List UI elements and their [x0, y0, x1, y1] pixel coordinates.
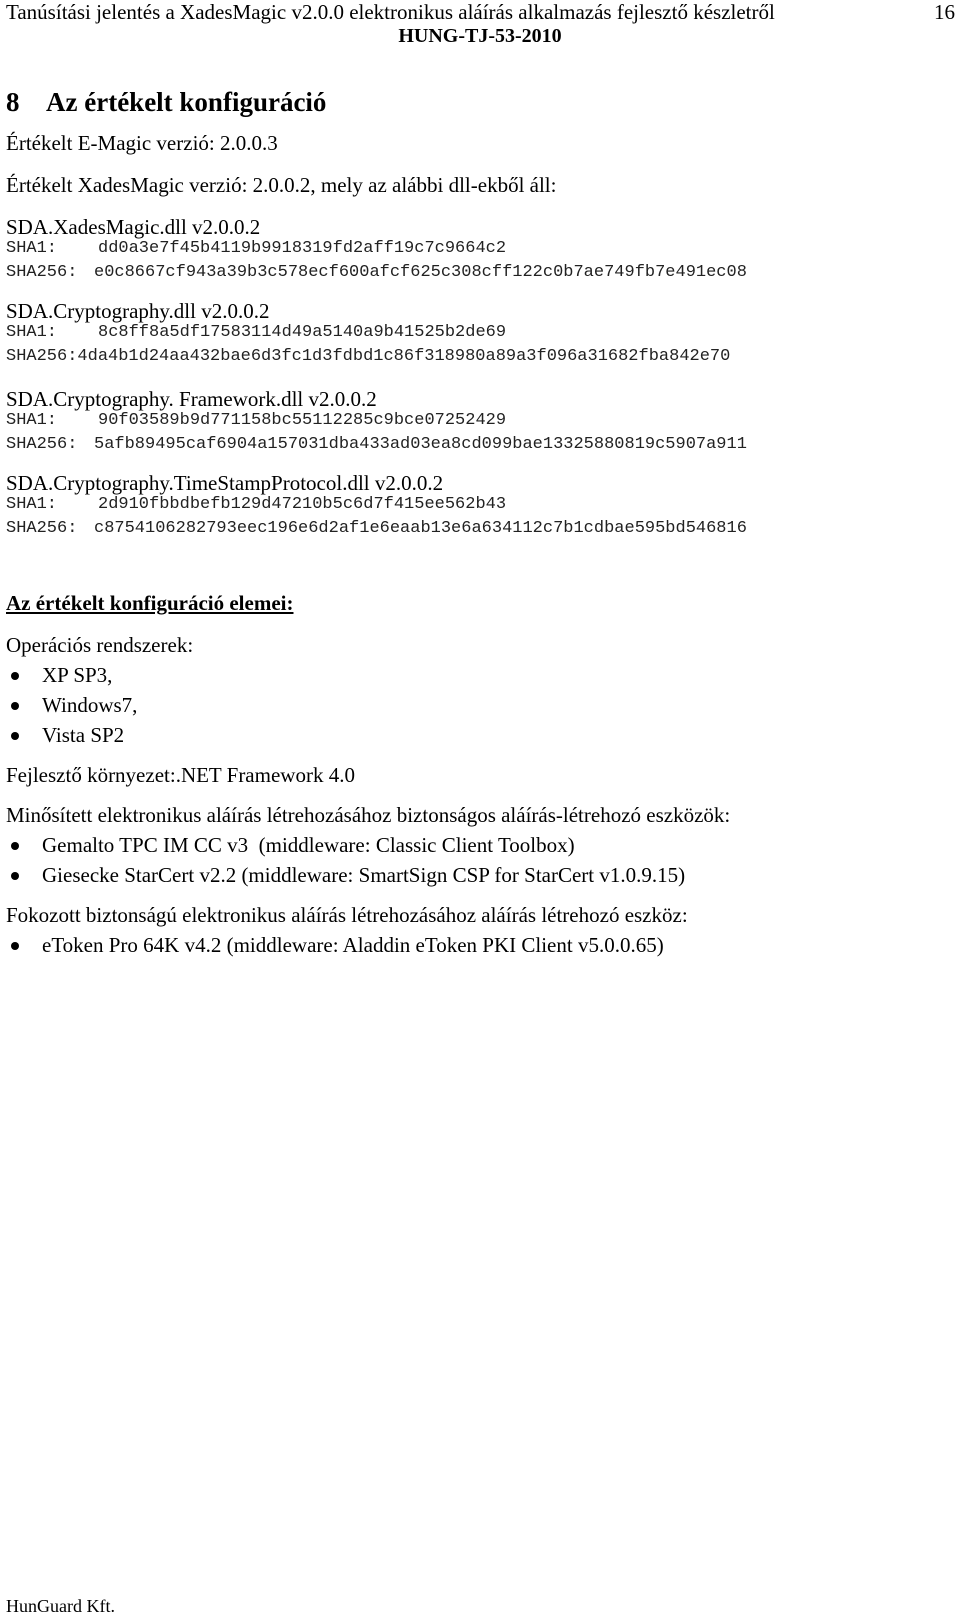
header-title: Tanúsítási jelentés a XadesMagic v2.0.0 elektronikus aláírás alkalmazás fejlesztő készletről [6, 0, 775, 24]
sha1-row [6, 322, 506, 344]
bullet-icon [11, 732, 19, 740]
page-number: 16 [934, 0, 955, 24]
sha256-label: SHA256: [6, 347, 78, 366]
sha256-value: 4da4b1d24aa432bae6d3fc1d3fdbd1c86f318980a89a3f096a31682fba842e70 [77, 347, 731, 366]
sha1-row [6, 494, 506, 516]
bullet-icon [11, 942, 19, 950]
sha1-label: SHA1: [6, 495, 58, 514]
bullet-icon [11, 842, 19, 850]
bullet-icon [11, 872, 19, 880]
sha256-label: SHA256: [6, 519, 78, 538]
dll-name: SDA.XadesMagic.dll v2.0.0.2 [6, 215, 261, 239]
sha256-value: e0c8667cf943a39b3c578ecf600afcf625c308cff122c0b7ae749fb7e491ec08 [94, 263, 747, 282]
os-item: Windows7, [42, 693, 138, 717]
device-item: eToken Pro 64K v4.2 (middleware: Aladdin eToken PKI Client v5.0.0.65) [42, 933, 664, 957]
qualified-label: Minősített elektronikus aláírás létrehozásához biztonságos aláírás-létrehozó eszközök: [6, 803, 731, 827]
sha256-value: 5afb89495caf6904a157031dba433ad03ea8cd099bae13325880819c5907a911 [94, 435, 747, 454]
xadesmagic-version: Értékelt XadesMagic verzió: 2.0.0.2, mely az alábbi dll-ekből áll: [6, 173, 557, 197]
sha1-value: 2d910fbbdbefb129d47210b5c6d7f415ee562b43 [98, 495, 507, 514]
sha1-row [6, 410, 506, 432]
os-label: Operációs rendszerek: [6, 633, 194, 657]
sha1-row [6, 238, 506, 260]
dll-name: SDA.Cryptography.dll v2.0.0.2 [6, 299, 270, 323]
sha1-label: SHA1: [6, 239, 58, 258]
sha1-label: SHA1: [6, 411, 58, 430]
bullet-icon [11, 702, 19, 710]
sha1-value: 90f03589b9d771158bc55112285c9bce07252429 [98, 411, 507, 430]
device-item: Gemalto TPC IM CC v3 (middleware: Classic Client Toolbox) [42, 833, 575, 857]
dll-name: SDA.Cryptography. Framework.dll v2.0.0.2 [6, 387, 377, 411]
section-number: 8 [6, 87, 20, 117]
device-item: Giesecke StarCert v2.2 (middleware: SmartSign CSP for StarCert v1.0.9.15) [42, 863, 686, 887]
sha1-label: SHA1: [6, 323, 58, 342]
sha256-label: SHA256: [6, 263, 78, 282]
bullet-icon [11, 672, 19, 680]
footer-company: HunGuard Kft. [6, 1596, 115, 1616]
document-id: HUNG-TJ-53-2010 [398, 25, 562, 47]
os-item: Vista SP2 [42, 723, 125, 747]
os-item: XP SP3, [42, 663, 113, 687]
sha1-value: dd0a3e7f45b4119b9918319fd2aff19c7c9664c2 [98, 239, 507, 258]
dev-environment: Fejlesztő környezet:.NET Framework 4.0 [6, 763, 355, 787]
sha256-value: c8754106282793eec196e6d2af1e6eaab13e6a634112c7b1cdbae595bd546816 [94, 519, 747, 538]
sha256-row [6, 346, 730, 368]
emagic-version: Értékelt E-Magic verzió: 2.0.0.3 [6, 131, 278, 155]
sha256-label: SHA256: [6, 435, 78, 454]
section-title: Az értékelt konfiguráció [46, 87, 327, 117]
sha256-row [6, 518, 747, 540]
sha1-value: 8c8ff8a5df17583114d49a5140a9b41525b2de69 [98, 323, 507, 342]
enhanced-label: Fokozott biztonságú elektronikus aláírás létrehozásához aláírás létrehozó eszköz: [6, 903, 688, 927]
section-heading [6, 86, 326, 118]
sha256-row [6, 262, 747, 284]
config-heading: Az értékelt konfiguráció elemei: [6, 591, 294, 615]
sha256-row [6, 434, 747, 456]
dll-name: SDA.Cryptography.TimeStampProtocol.dll v2.0.0.2 [6, 471, 444, 495]
